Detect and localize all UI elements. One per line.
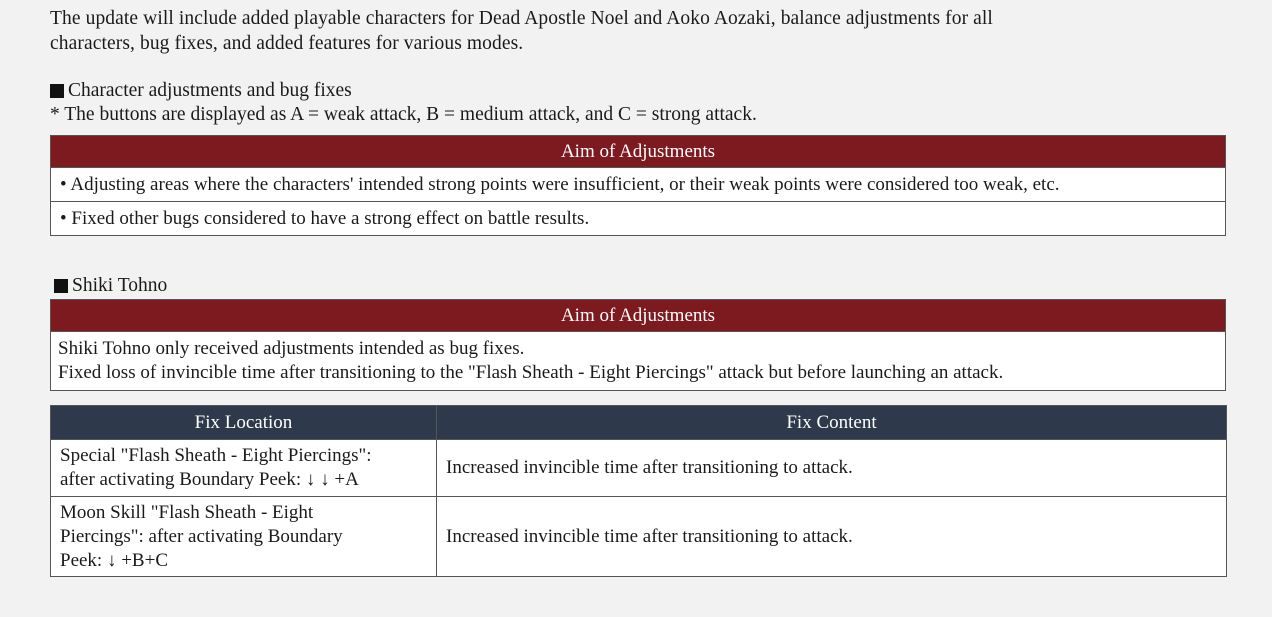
table-row xyxy=(51,497,1227,577)
fix-location-cell xyxy=(51,497,437,577)
column-header-fix-content: Fix Content xyxy=(437,406,1227,440)
section-heading-shiki xyxy=(50,274,1226,298)
fix-location-line: after activating Boundary Peek: ↓ ↓ +A xyxy=(60,469,359,490)
aim-body-line-2: Fixed loss of invincible time after transitioning to the "Flash Sheath - Eight Piercings" attack but before launching an attack. xyxy=(58,362,1004,383)
section-heading-general-text: Character adjustments and bug fixes xyxy=(68,80,352,101)
button-legend-note: * The buttons are displayed as A = weak attack, B = medium attack, and C = strong attack. xyxy=(50,104,757,125)
intro-line-2: characters, bug fixes, and added features for various modes. xyxy=(50,33,524,54)
aim-row: • Adjusting areas where the characters' intended strong points were insufficient, or their weak points were considered too weak, etc. xyxy=(51,167,1225,201)
aim-table-general xyxy=(50,135,1226,236)
intro-paragraph xyxy=(50,6,1226,56)
aim-table-header: Aim of Adjustments xyxy=(51,300,1225,331)
table-row xyxy=(51,440,1227,497)
fix-location-line: Piercings": after activating Boundary xyxy=(60,525,343,547)
fix-content-cell: Increased invincible time after transitioning to attack. xyxy=(437,497,1227,577)
fix-location-cell xyxy=(51,440,437,497)
update-notes-page xyxy=(50,6,1226,577)
fix-table-header-row xyxy=(51,406,1227,440)
black-square-bullet-icon xyxy=(54,279,68,293)
aim-table-shiki xyxy=(50,299,1226,391)
fix-location-line: Special "Flash Sheath - Eight Piercings": xyxy=(60,445,372,466)
aim-table-body xyxy=(51,331,1225,390)
column-header-fix-location: Fix Location xyxy=(51,406,437,440)
fix-table xyxy=(50,405,1227,577)
aim-row: • Fixed other bugs considered to have a strong effect on battle results. xyxy=(51,201,1225,235)
section-heading-shiki-text: Shiki Tohno xyxy=(72,275,168,296)
black-square-bullet-icon xyxy=(50,84,64,98)
section-heading-general xyxy=(50,79,1226,103)
fix-location-line: Moon Skill "Flash Sheath - Eight xyxy=(60,501,314,523)
aim-table-header: Aim of Adjustments xyxy=(51,136,1225,167)
fix-content-cell: Increased invincible time after transitioning to attack. xyxy=(437,440,1227,497)
intro-line-1: The update will include added playable characters for Dead Apostle Noel and Aoko Aozaki, balance adjustments for all xyxy=(50,8,993,29)
aim-body-line-1: Shiki Tohno only received adjustments intended as bug fixes. xyxy=(58,338,525,359)
fix-location-line: Peek: ↓ +B+C xyxy=(60,549,168,571)
